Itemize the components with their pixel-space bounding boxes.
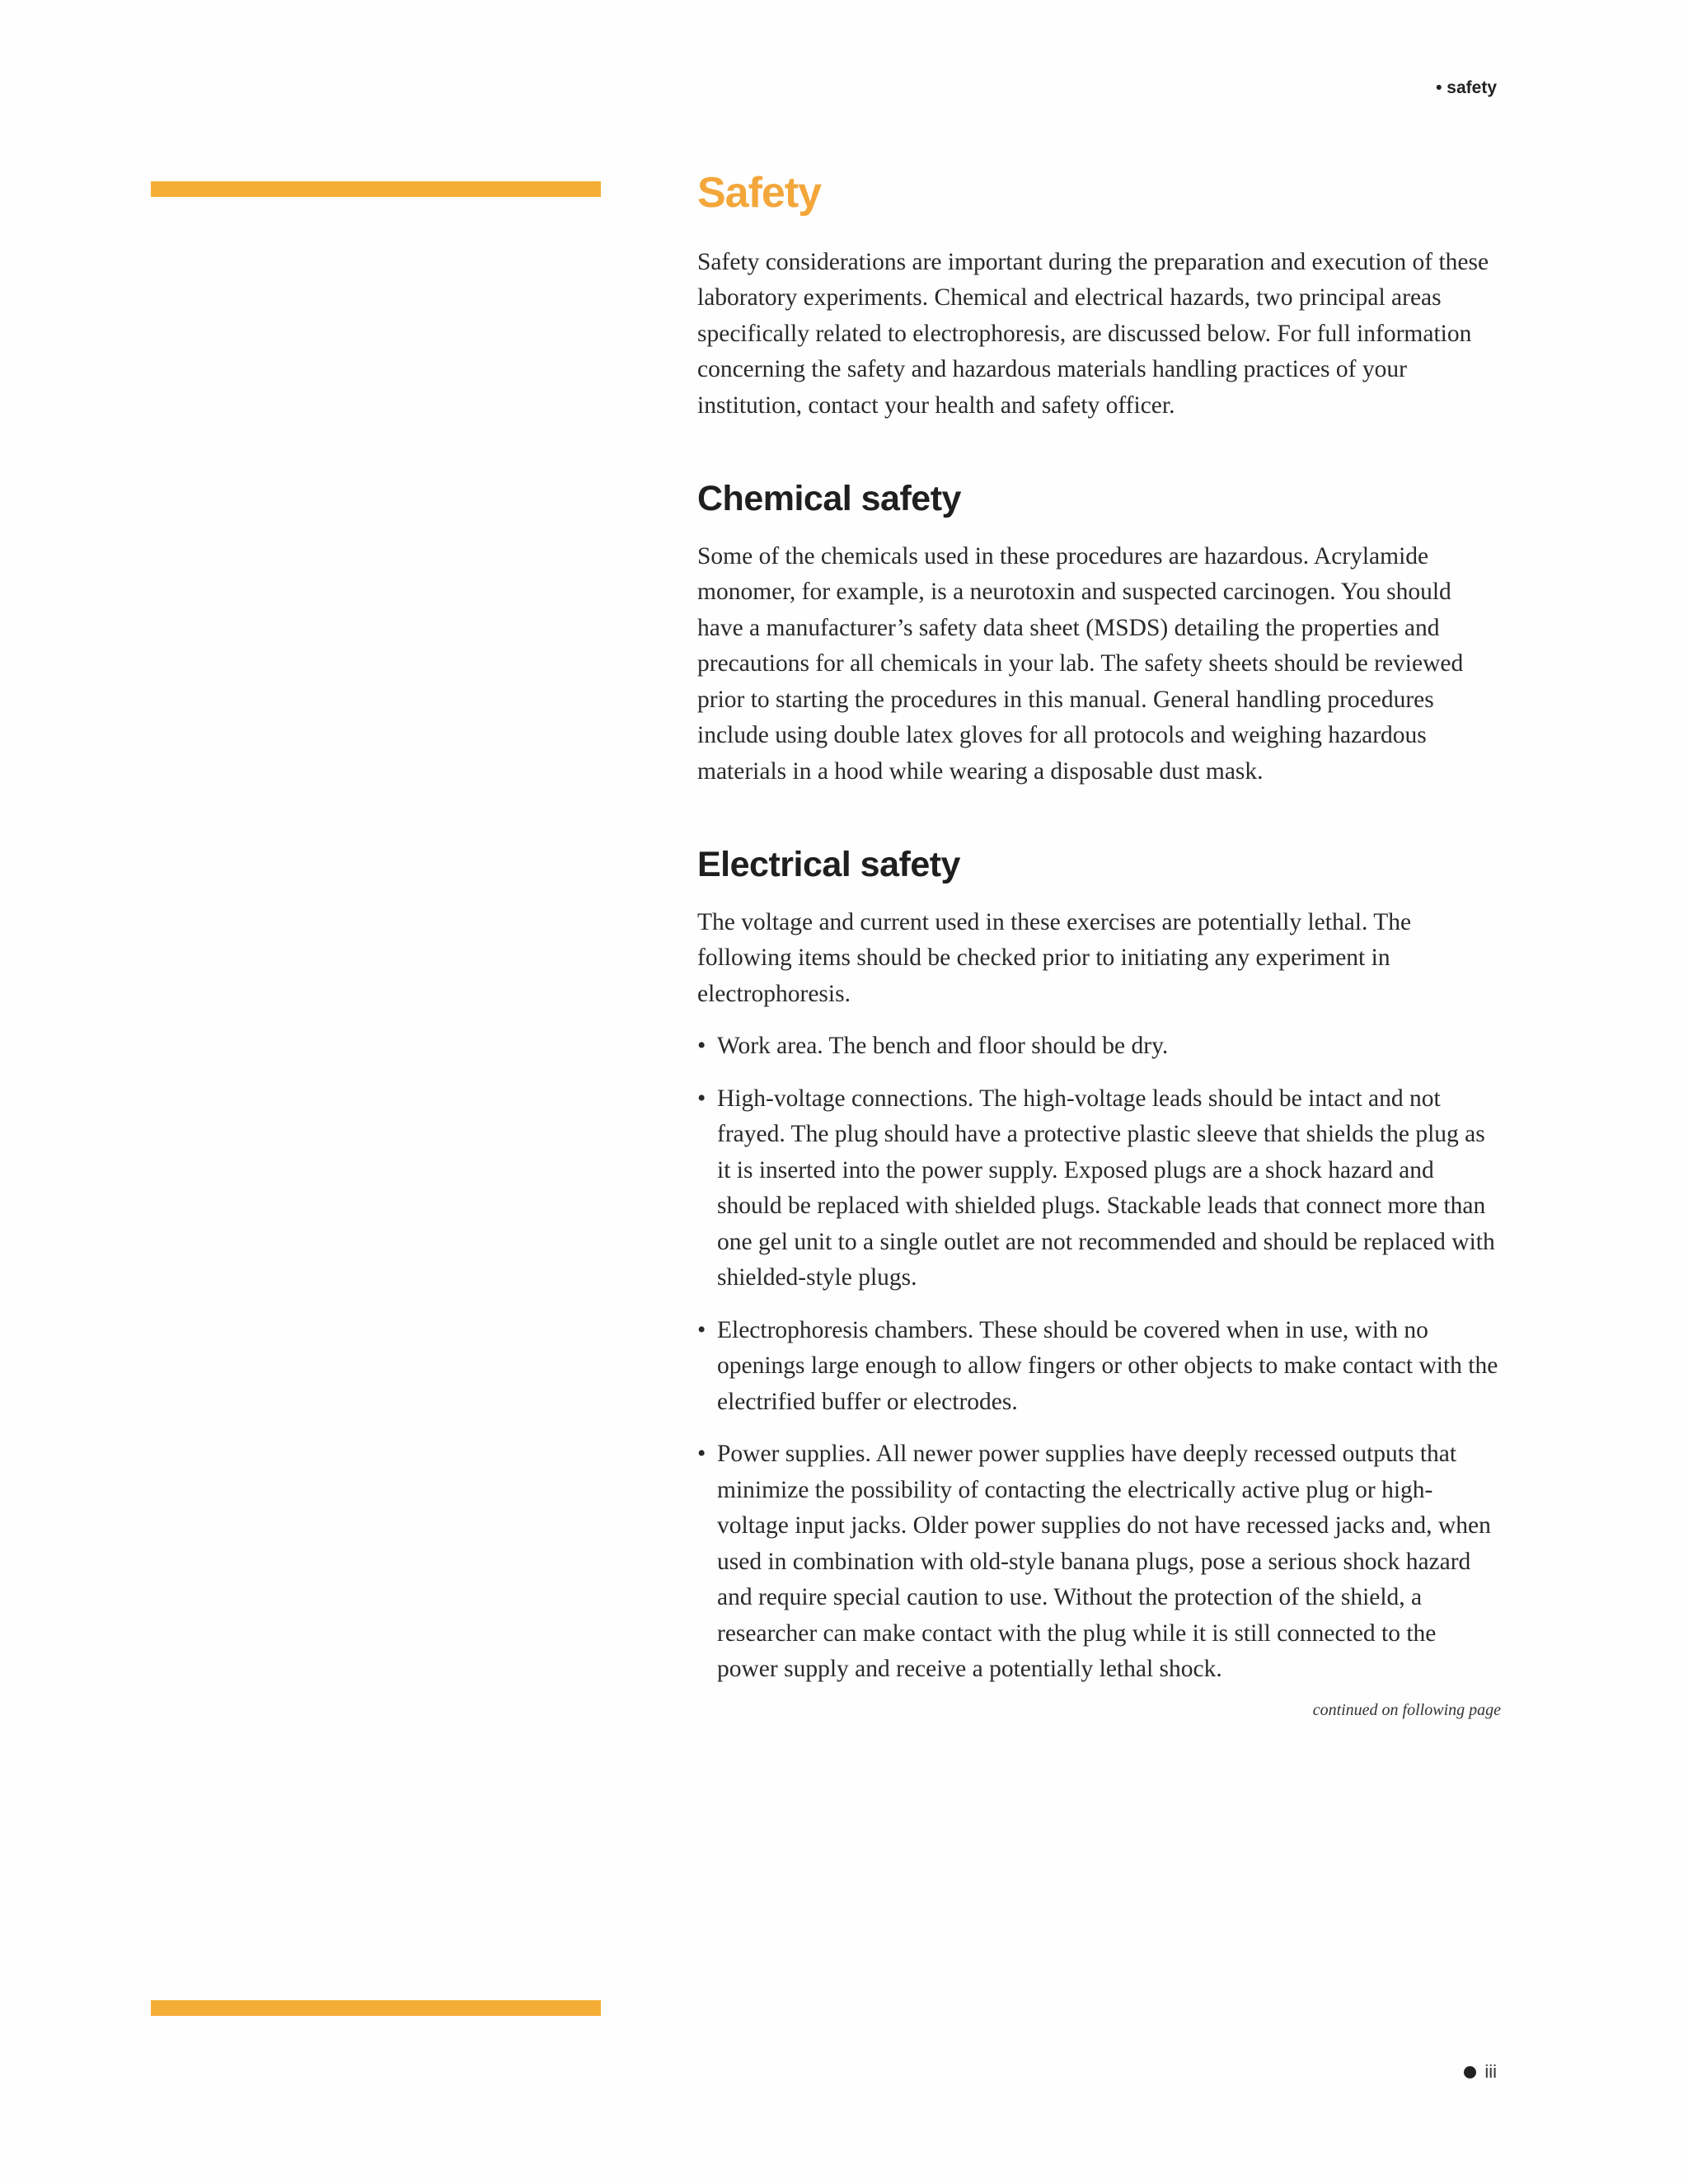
list-item [697,1436,1501,1688]
chemical-safety-heading: Chemical safety [697,479,961,519]
list-item-text: Work area. The bench and floor should be dry. [717,1033,1169,1060]
list-item-text: High-voltage connections. The high-voltage leads should be intact and not frayed. The plug should have a protective plastic sleeve that shields the plug as it is inserted into the power supply. Exposed plugs are a shock hazard and should be replaced with shielded plugs. Stackable leads that connect more than one gel unit to a single outlet are not recommended and should be replaced with shielded-style plugs. [717,1085,1495,1291]
bullet-icon: • [697,1316,706,1343]
running-head: • safety [1436,78,1497,97]
list-item-text: Power supplies. All newer power supplies have deeply recessed outputs that minimize the possibility of contacting the electrically active plug or high-voltage input jacks. Older power supplies do not have recessed jacks and, when used in combination with old-style banana plugs, pose a serious shock hazard and require special caution to use. Without the protection of the shield, a researcher can make contact with the plug while it is still connected to the power supply and receive a potentially lethal shock. [717,1441,1491,1683]
bullet-icon: • [697,1085,706,1112]
list-item [697,1081,1501,1296]
main-content [697,169,1501,1720]
chemical-safety-paragraph: Some of the chemicals used in these procedures are hazardous. Acrylamide monomer, for example, is a neurotoxin and suspected carcinogen. You should have a manufacturer’s safety data sheet (MSDS) detailing the properties and precautions for all chemicals in your lab. The safety sheets should be reviewed prior to starting the procedures in this manual. General handling procedures include using double latex gloves for all protocols and weighing hazardous materials in a hood while wearing a disposable dust mask. [697,542,1464,785]
bullet-icon: • [697,1033,706,1060]
folio-dot-icon [1464,2066,1476,2079]
list-item [697,1029,1501,1065]
electrical-safety-heading: Electrical safety [697,845,960,885]
top-accent-rule [151,181,601,197]
intro-paragraph: Safety considerations are important during the preparation and execution of these laboratory experiments. Chemical and electrical hazards, two principal areas specifically related to electrophoresis, are discussed below. For full information concerning the safety and hazardous materials handling practices of your institution, contact your health and safety officer. [697,248,1489,419]
list-item-text: Electrophoresis chambers. These should be covered when in use, with no openings large enough to allow fingers or other objects to make contact with the electrified buffer or electrodes. [717,1316,1498,1415]
page-number [1464,2061,1497,2083]
page-number-text: iii [1484,2061,1497,2082]
page-title: Safety [697,169,822,217]
bullet-icon: • [697,1441,706,1468]
electrical-checklist [697,1029,1501,1688]
list-item [697,1313,1501,1421]
bottom-accent-rule [151,2000,601,2016]
electrical-safety-paragraph: The voltage and current used in these exercises are potentially lethal. The following items should be checked prior to initiating any experiment in electrophoresis. [697,908,1412,1007]
continued-note: continued on following page [1312,1700,1501,1719]
